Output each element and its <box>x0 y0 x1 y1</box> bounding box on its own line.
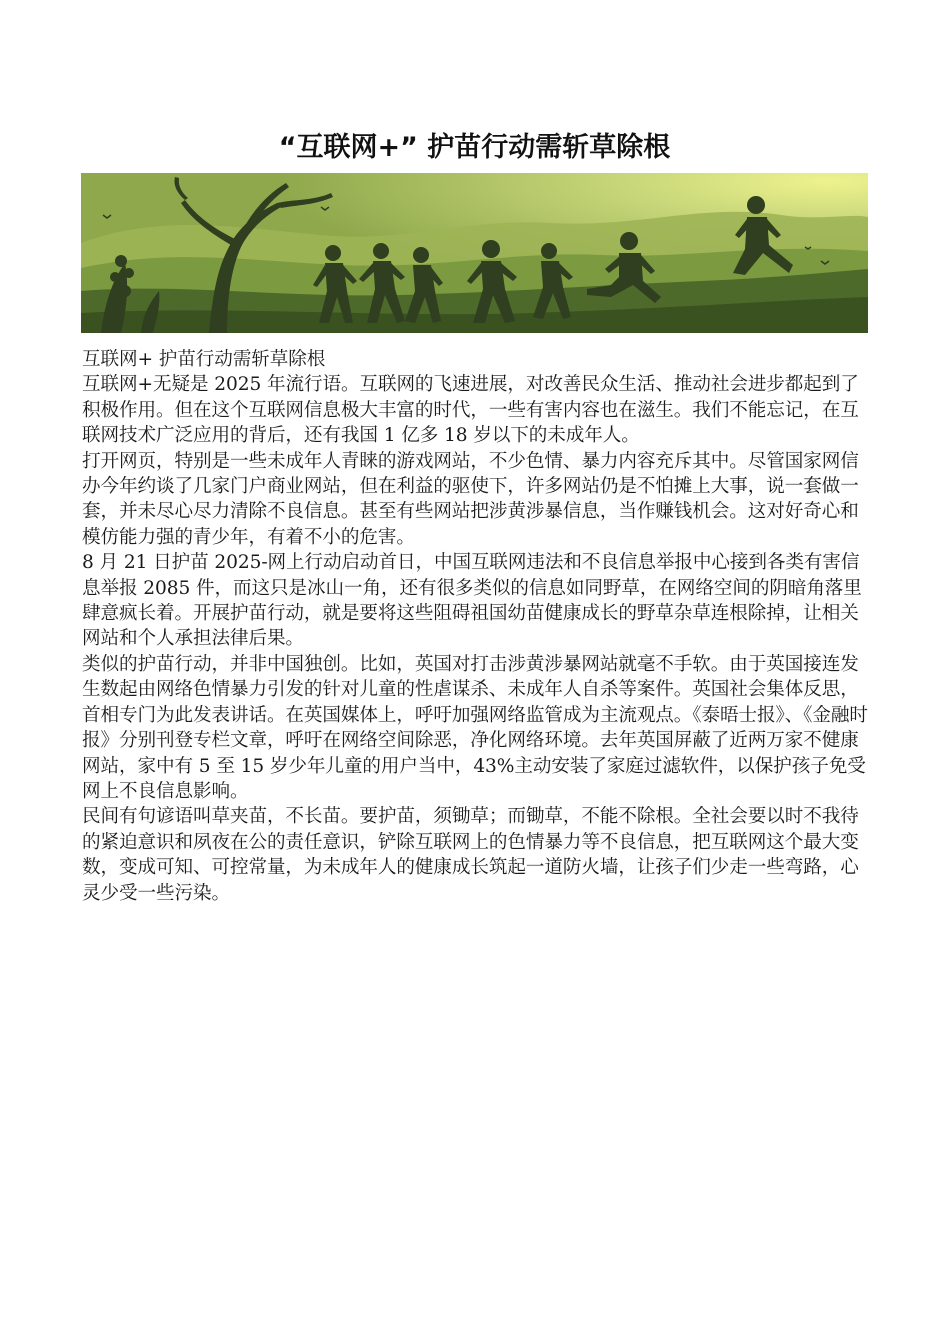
article-paragraph: 互联网+无疑是 2025 年流行语。互联网的飞速进展，对改善民众生活、推动社会进步都起到了积极作用。但在这个互联网信息极大丰富的时代，一些有害内容也在滋生。我们不能忘记，在互联网技术广泛应用的背后，还有我国 1 亿多 18 岁以下的未成年人。 <box>82 374 859 447</box>
article-paragraph: 打开网页，特别是一些未成年人青睐的游戏网站，不少色情、暴力内容充斥其中。尽管国家网信办今年约谈了几家门户商业网站，但在利益的驱使下，许多网站仍是不怕摊上大事，说一套做一套，并未尽心尽力清除不良信息。甚至有些网站把涉黄涉暴信息，当作赚钱机会。这对好奇心和模仿能力强的青少年，有着不小的危害。 <box>82 450 859 548</box>
article-body <box>82 347 872 906</box>
article-paragraph: 民间有句谚语叫草夹苗，不长苗。要护苗，须锄草；而锄草，不能不除根。全社会要以时不我待的紧迫意识和夙夜在公的责任意识，铲除互联网上的色情暴力等不良信息，把互联网这个最大变数，变成可知、可控常量，为未成年人的健康成长筑起一道防火墙，让孩子们少走一些弯路，心灵少受一些污染。 <box>82 806 859 904</box>
banner-image <box>81 173 868 333</box>
article-paragraph: 8 月 21 日护苗 2025-网上行动启动首日，中国互联网违法和不良信息举报中心接到各类有害信息举报 2085 件，而这只是冰山一角，还有很多类似的信息如同野草，在网络空间的阴暗角落里肆意疯长着。开展护苗行动，就是要将这些阻碍祖国幼苗健康成长的野草杂草连根除掉，让相关网站和个人承担法律后果。 <box>82 552 862 650</box>
article-paragraph: 类似的护苗行动，并非中国独创。比如，英国对打击涉黄涉暴网站就毫不手软。由于英国接连发生数起由网络色情暴力引发的针对儿童的性虐谋杀、未成年人自杀等案件。英国社会集体反思，首相专门为此发表讲话。在英国媒体上，呼吁加强网络监管成为主流观点。《泰晤士报》、《金融时报》分别刊登专栏文章，呼吁在网络空间除恶，净化网络环境。去年英国屏蔽了近两万家不健康网站，家中有 5 至 15 岁少年儿童的用户当中，43%主动安装了家庭过滤软件，以保护孩子免受网上不良信息影响。 <box>82 653 868 802</box>
article-subtitle: 互联网+ 护苗行动需斩草除根 <box>82 349 326 370</box>
silhouette-runners-icon <box>81 173 868 333</box>
document-title: “互联网+” 护苗行动需斩草除根 <box>278 132 671 163</box>
